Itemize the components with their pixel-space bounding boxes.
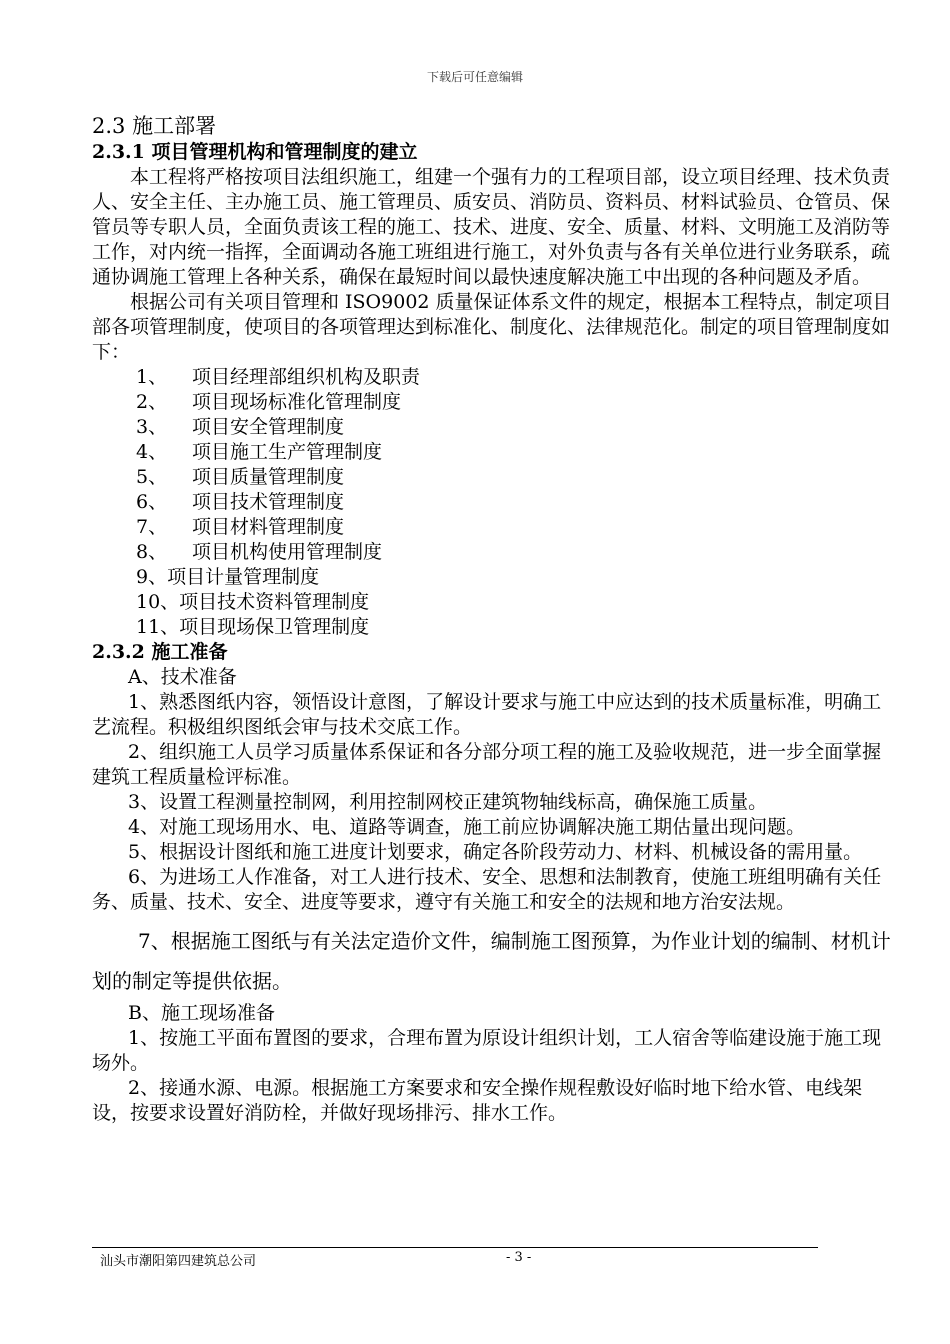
- footer-divider: [92, 1247, 818, 1248]
- document-body: [92, 113, 892, 1126]
- step-paragraph: 4、对施工现场用水、电、道路等调查，施工前应协调解决施工期估量出现问题。: [128, 816, 806, 838]
- step-paragraph: 2、组织施工人员学习质量体系保证和各分部分项工程的施工及验收规范，进一步全面掌握建筑工程质量检评标准。: [92, 741, 882, 788]
- paragraph: 根据公司有关项目管理和 ISO9002 质量保证体系文件的规定，根据本工程特点，制定项目部各项管理制度，使项目的各项管理达到标准化、制度化、法律规范化。制定的项目管理制度如下：: [92, 291, 892, 363]
- list-item: 9、项目计量管理制度: [136, 566, 320, 588]
- list-item: 3、 项目安全管理制度: [136, 416, 345, 438]
- subheading-a: A、技术准备: [128, 666, 237, 688]
- step-paragraph: 2、接通水源、电源。根据施工方案要求和安全操作规程敷设好临时地下给水管、电线架设，按要求设置好消防栓，并做好现场排污、排水工作。: [92, 1077, 863, 1124]
- list-item: 11、项目现场保卫管理制度: [136, 616, 370, 638]
- step-paragraph: 5、根据设计图纸和施工进度计划要求，确定各阶段劳动力、材料、机械设备的需用量。: [128, 841, 863, 863]
- list-item: 7、 项目材料管理制度: [136, 516, 345, 538]
- subheading-b: B、施工现场准备: [128, 1002, 275, 1024]
- list-item: 1、 项目经理部组织机构及职责: [136, 366, 421, 388]
- list-item: 4、 项目施工生产管理制度: [136, 441, 383, 463]
- footer-company: 汕头市潮阳第四建筑总公司: [100, 1254, 257, 1269]
- list-item: 2、 项目现场标准化管理制度: [136, 391, 402, 413]
- step-paragraph: 6、为进场工人作准备，对工人进行技术、安全、思想和法制教育，使施工班组明确有关任务、质量、技术、安全、进度等要求，遵守有关施工和安全的法规和地方治安法规。: [92, 866, 882, 913]
- list-item: 8、 项目机构使用管理制度: [136, 541, 383, 563]
- list-item: 5、 项目质量管理制度: [136, 466, 345, 488]
- paragraph: 本工程将严格按项目法组织施工，组建一个强有力的工程项目部，设立项目经理、技术负责人、安全主任、主办施工员、施工管理员、质安员、消防员、资料员、材料试验员、仓管员、保管员等专职人员，全面负责该工程的施工、技术、进度、安全、质量、材料、文明施工及消防等工作，对内统一指挥，全面调动各施工班组进行施工，对外负责与各有关单位进行业务联系，疏通协调施工管理上各种关系，确保在最短时间以最快速度解决施工中出现的各种问题及矛盾。: [92, 166, 891, 288]
- step-paragraph: 1、按施工平面布置图的要求，合理布置为原设计组织计划，工人宿舍等临建设施于施工现场外。: [92, 1027, 882, 1074]
- page-header: 下载后可任意编辑: [426, 70, 523, 84]
- subsection-heading-1: 2.3.1 项目管理机构和管理制度的建立: [92, 141, 418, 163]
- section-heading: 2.3 施工部署: [92, 114, 217, 138]
- page-number: - 3 -: [506, 1250, 532, 1265]
- regulation-list: [92, 365, 892, 640]
- step-paragraph-large: 7、根据施工图纸与有关法定造价文件，编制施工图预算，为作业计划的编制、材机计划的制定等提供依据。: [92, 929, 891, 993]
- step-paragraph: 3、设置工程测量控制网，利用控制网校正建筑物轴线标高，确保施工质量。: [128, 791, 768, 813]
- step-paragraph: 1、熟悉图纸内容，领悟设计意图，了解设计要求与施工中应达到的技术质量标准，明确工艺流程。积极组织图纸会审与技术交底工作。: [92, 691, 882, 738]
- list-item: 10、项目技术资料管理制度: [136, 591, 370, 613]
- list-item: 6、 项目技术管理制度: [136, 491, 345, 513]
- subsection-heading-2: 2.3.2 施工准备: [92, 641, 228, 663]
